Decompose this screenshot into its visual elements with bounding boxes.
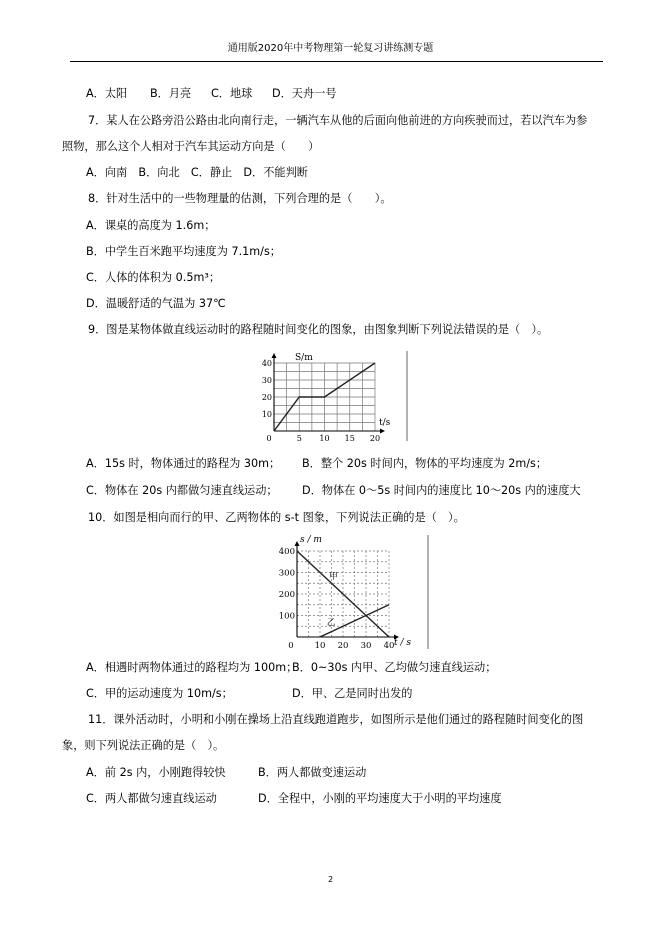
c9-y-arrow xyxy=(272,353,277,358)
q10-x-axis-label: t / s xyxy=(394,638,411,648)
q8-stem: 8．针对生活中的一些物理量的估测，下列合理的是（ ）。 xyxy=(88,192,392,205)
q6-option-d: D．天舟一号 xyxy=(272,87,337,100)
q9-x-axis-label: t/s xyxy=(379,418,391,428)
q10-option-c: C．甲的运动速度为 10m/s； xyxy=(86,687,233,700)
c10-y-tick-label: 400 xyxy=(278,547,295,557)
c10-y-tick-label: 100 xyxy=(278,611,295,622)
c9-y-tick-label: 20 xyxy=(262,393,272,402)
q11-stem-line1: 11．课外活动时，小明和小刚在操场上沿直线跑道跑步，如图所示是他们通过的路程随时间变化的图 xyxy=(88,713,584,726)
q10-option-d: D．甲、乙是同时出发的 xyxy=(292,687,413,700)
q7-stem-line2: 照物，那么这个人相对于汽车其运动方向是（ ） xyxy=(62,140,320,153)
q10-option-a: A．相遇时两物体通过的路程均为 100m； xyxy=(86,661,298,674)
q9-option-c: C．物体在 20s 内都做匀速直线运动； xyxy=(86,484,278,497)
c9-y-tick-label: 40 xyxy=(262,359,272,368)
q9-y-axis-label: S/m xyxy=(295,353,313,363)
q11-option-b: B．两人都做变速运动 xyxy=(258,766,367,779)
q9-st-graph xyxy=(262,349,410,443)
q6-option-c: C．地球 xyxy=(211,87,253,100)
q8-option-a: A．课桌的高度为 1.6m； xyxy=(86,219,216,232)
c10-x-tick-label: 0 xyxy=(288,641,294,651)
q7-options: A．向南 B．向北 C．静止 D．不能判断 xyxy=(86,166,308,179)
c10-x-tick-label: 40 xyxy=(383,641,395,651)
c10-x-tick-label: 20 xyxy=(337,641,349,651)
page-number: 2 xyxy=(327,875,334,884)
q11-option-d: D．全程中，小刚的平均速度大于小明的平均速度 xyxy=(258,792,502,805)
q8-option-d: D．温暖舒适的气温为 37℃ xyxy=(86,297,226,310)
q8-option-c: C．人体的体积为 0.5m³； xyxy=(86,271,221,284)
c9-x-tick-label: 20 xyxy=(369,434,381,443)
c9-x-tick-label: 5 xyxy=(296,434,302,443)
q11-option-c: C．两人都做匀速直线运动 xyxy=(86,792,217,805)
page-header: 通用版2020年中考物理第一轮复习讲练测专题 xyxy=(227,43,434,54)
c10-y-tick-label: 300 xyxy=(278,568,295,579)
q6-option-b: B．月亮 xyxy=(150,87,192,100)
q10-stem: 10．如图是相向而行的甲、乙两物体的 s-t 图象，下列说法正确的是（ ）。 xyxy=(88,511,465,524)
c9-y-tick-label: 30 xyxy=(262,376,272,385)
c9-x-arrow xyxy=(380,429,385,434)
q7-stem-line1: 7．某人在公路旁沿公路由北向南行走，一辆汽车从他的后面向他前进的方向疾驶而过，若以汽车为参 xyxy=(88,114,588,127)
q10-st-graph xyxy=(266,533,430,651)
c10-y-arrow xyxy=(295,541,300,546)
q8-option-b: B．中学生百米跑平均速度为 7.1m/s； xyxy=(86,245,281,258)
q9-option-b: B．整个 20s 时间内，物体的平均速度为 2m/s； xyxy=(302,457,548,470)
q9-option-d: D．物体在 0～5s 时间内的速度比 10～20s 内的速度大 xyxy=(302,484,581,497)
c10-y-tick-label: 200 xyxy=(278,590,295,600)
c9-x-tick-label: 10 xyxy=(319,434,330,443)
c10-x-tick-label: 30 xyxy=(360,641,372,651)
q10-y-axis-label: s / m xyxy=(300,535,322,545)
c10-x-tick-label: 10 xyxy=(314,641,326,651)
c10-series-label: 甲 xyxy=(329,571,338,582)
c9-x-tick-label: 15 xyxy=(344,434,355,443)
q9-stem: 9．图是某物体做直线运动时的路程随时间变化的图象，由图象判断下列说法错误的是（ ）。 xyxy=(88,323,549,336)
header-rule xyxy=(70,61,603,62)
q9-option-a: A．15s 时，物体通过的路程为 30m； xyxy=(86,457,281,470)
q6-option-a: A．太阳 xyxy=(86,87,128,100)
q11-option-a: A．前 2s 内，小刚跑得较快 xyxy=(86,766,226,779)
q11-stem-line2: 象，则下列说法正确的是（ ）。 xyxy=(62,739,225,752)
q10-option-b: B．0~30s 内甲、乙均做匀速直线运动； xyxy=(292,661,497,674)
c10-series-label: 乙 xyxy=(326,618,336,629)
c9-x-tick-label: 0 xyxy=(266,434,272,443)
c9-y-tick-label: 10 xyxy=(262,410,272,419)
